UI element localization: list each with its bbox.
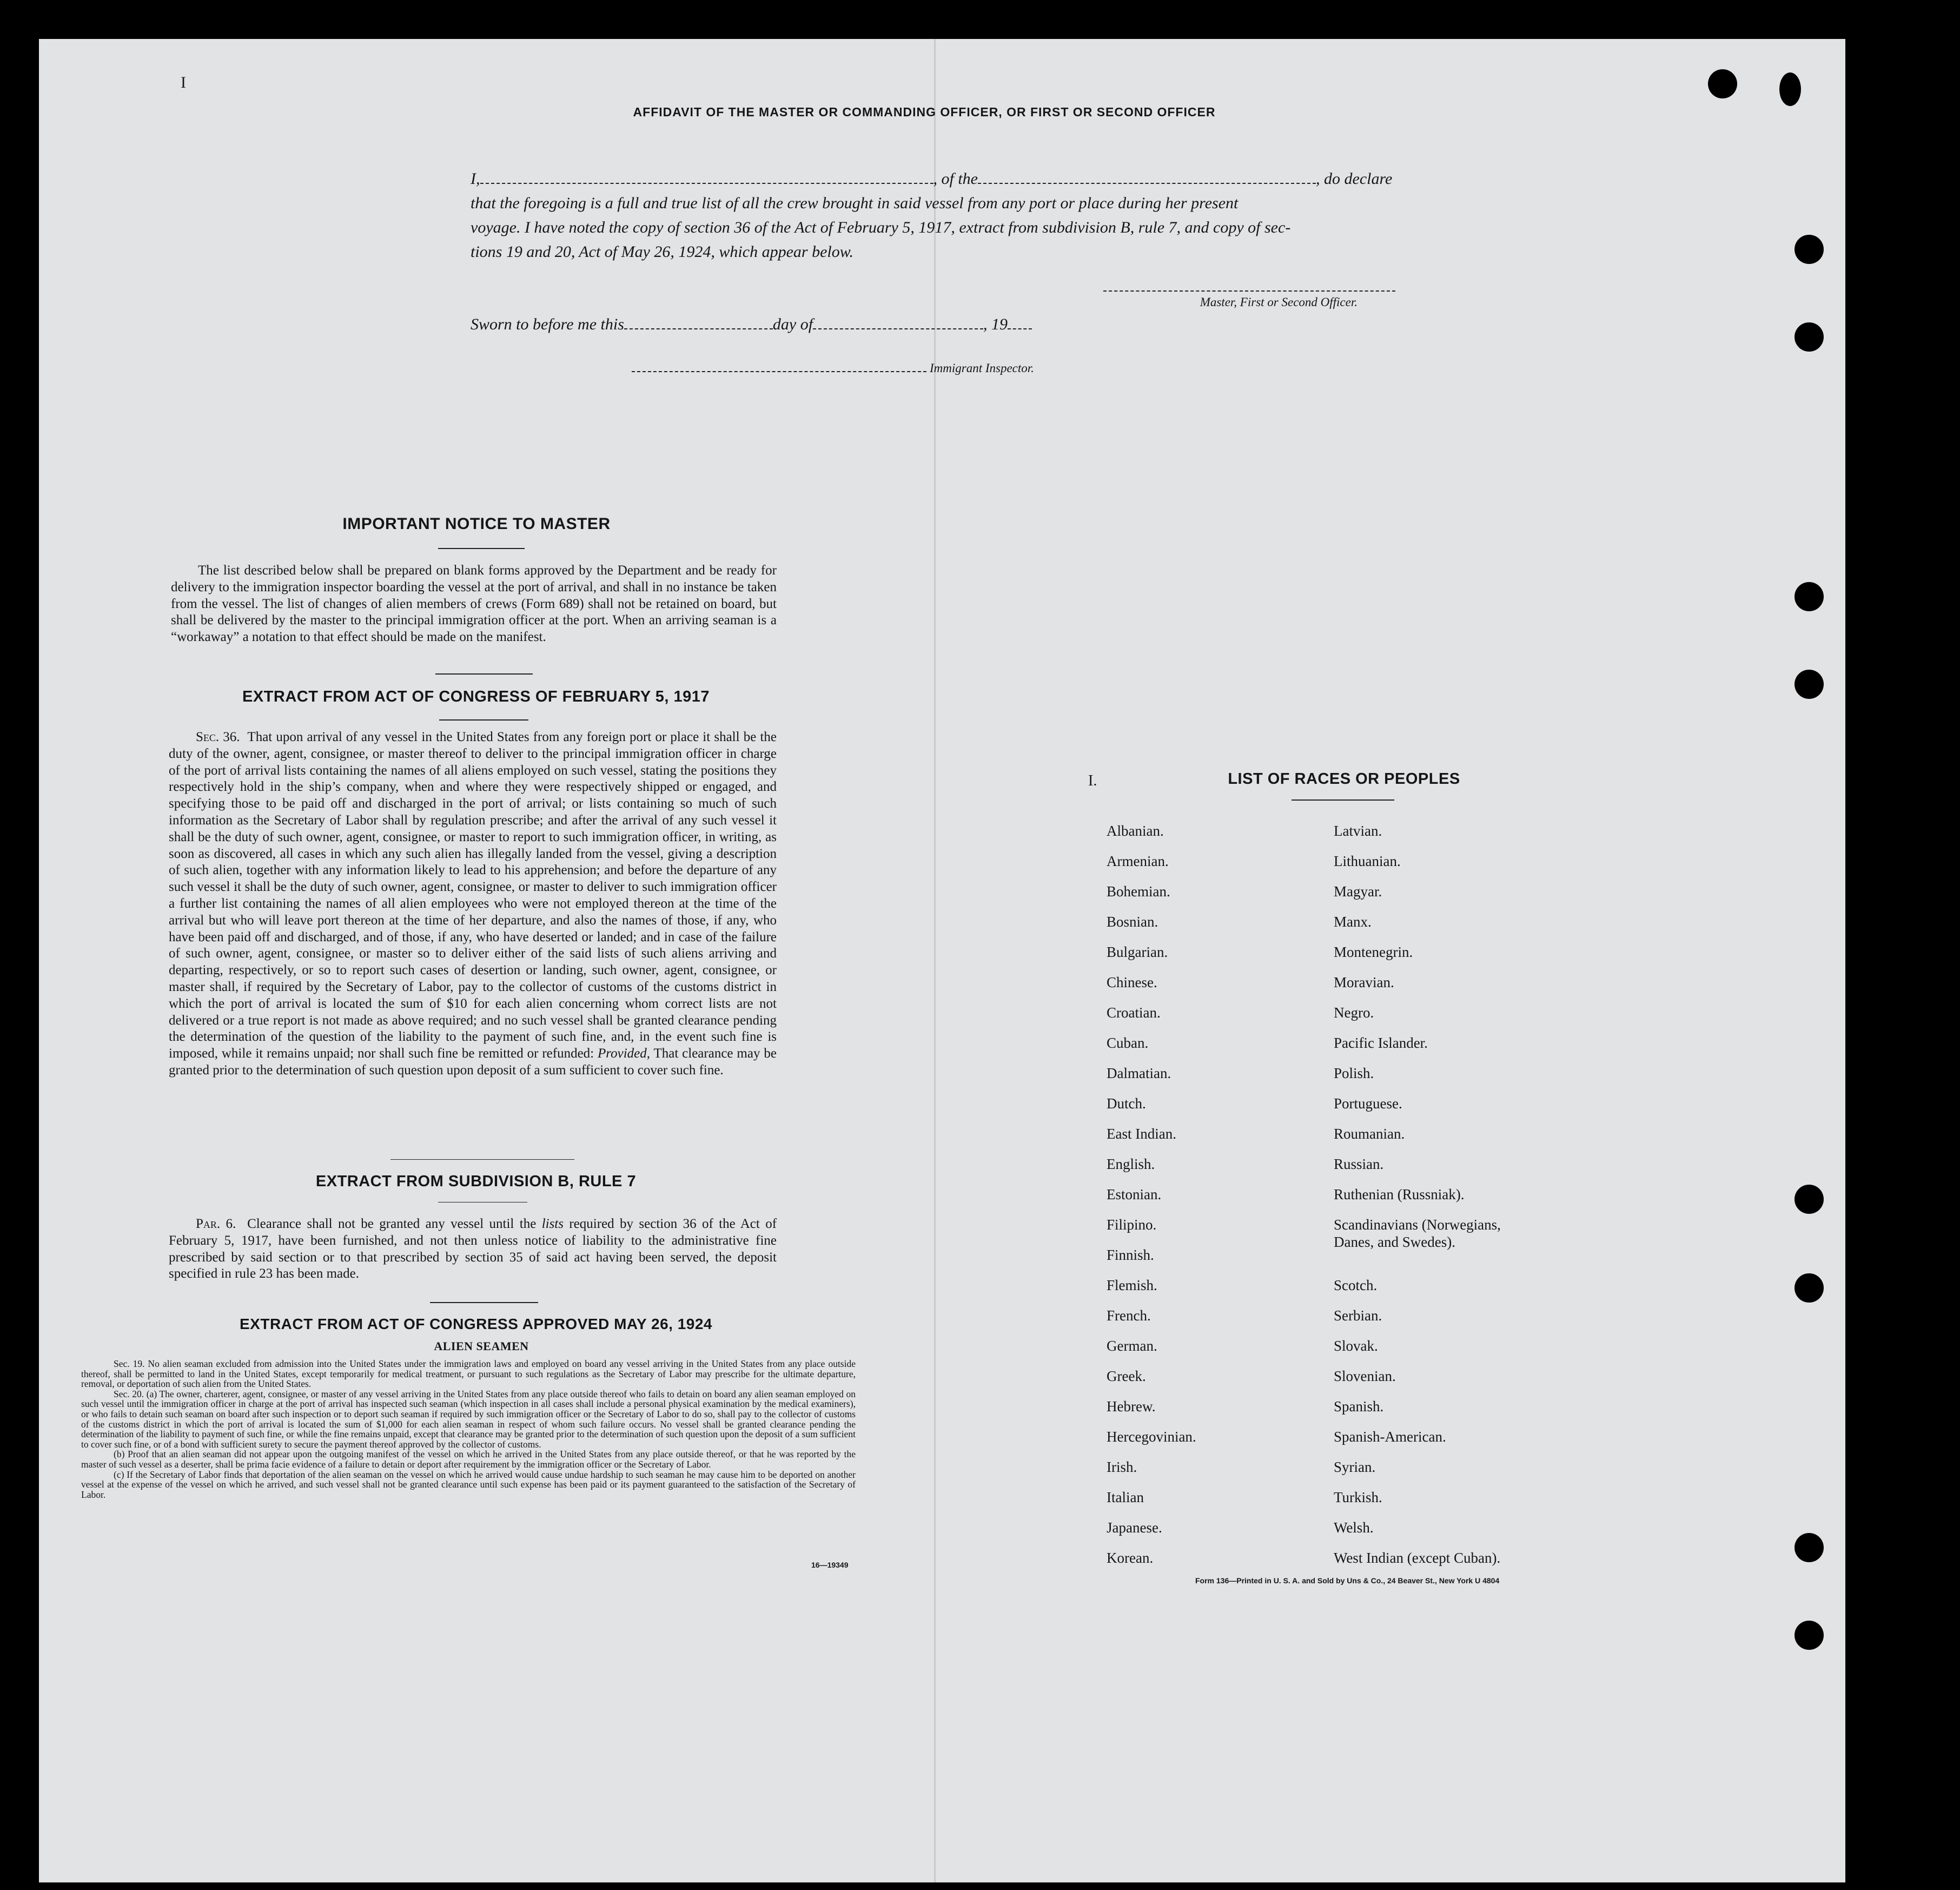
year-blank[interactable] xyxy=(1008,315,1032,329)
race-item: Slovak. xyxy=(1334,1338,1378,1354)
race-item: Bohemian. xyxy=(1107,883,1170,900)
race-item: Scandinavians (Norwegians, Danes, and Swedes). xyxy=(1334,1217,1501,1250)
race-item: Ruthenian (Russniak). xyxy=(1334,1186,1465,1202)
month-blank[interactable] xyxy=(813,315,983,329)
race-item: Spanish-American. xyxy=(1334,1429,1446,1445)
binder-hole xyxy=(1795,1185,1824,1214)
sworn-text: Sworn to before me this xyxy=(471,315,624,333)
name-blank[interactable] xyxy=(480,170,933,184)
race-item: Manx. xyxy=(1334,914,1372,930)
race-item: Hebrew. xyxy=(1107,1398,1156,1415)
race-item: Negro. xyxy=(1334,1005,1374,1021)
race-item: East Indian. xyxy=(1107,1126,1176,1142)
inspector-line xyxy=(632,361,1034,375)
races-column-2 xyxy=(1334,816,1582,1573)
race-item: Polish. xyxy=(1334,1065,1374,1081)
race-item: Finnish. xyxy=(1107,1247,1154,1263)
binder-hole xyxy=(1795,582,1824,611)
section-20c: (c) If the Secretary of Labor finds that deportation of the alien seaman on the vessel on which he arrived would cause undue hardship to such seaman he may cause him to be deported on another vessel at the expense of the vessel on which he arrived, and such vessel shall not be granted clearance until such expense has been paid or its payment guaranteed to the satisfaction of the Secretary of Labor. xyxy=(81,1469,856,1500)
race-item: Portuguese. xyxy=(1334,1095,1402,1112)
race-item: Roumanian. xyxy=(1334,1126,1405,1142)
race-item: Armenian. xyxy=(1107,853,1169,869)
race-item: Cuban. xyxy=(1107,1035,1149,1051)
day-blank[interactable] xyxy=(624,315,773,329)
race-item: Spanish. xyxy=(1334,1398,1384,1415)
do-declare-label: , do declare xyxy=(1316,170,1393,188)
race-item: Moravian. xyxy=(1334,974,1394,990)
printer-footer: Form 136—Printed in U. S. A. and Sold by Uns & Co., 24 Beaver St., New York U 4804 xyxy=(1195,1576,1500,1585)
race-item: English. xyxy=(1107,1156,1155,1172)
sworn-line xyxy=(471,315,1032,334)
race-item: Flemish. xyxy=(1107,1277,1157,1293)
notice-paragraph: The list described below shall be prepared on blank forms approved by the Department and be ready for delivery to the immigration inspector boarding the vessel at the port of arrival, and shall in no instance be taken from the vessel. The list of changes of alien members of crews (Form 689) shall not be retained on board, but shall be delivered by the master to the principal immigration officer at the port. When an arriving seaman is a “workaway” a notation to that effect should be made on the manifest. xyxy=(171,563,777,645)
race-item: Pacific Islander. xyxy=(1334,1035,1428,1051)
notice-heading: IMPORTANT NOTICE TO MASTER xyxy=(342,515,611,533)
i-label: I, xyxy=(471,170,480,188)
race-item: German. xyxy=(1107,1338,1157,1354)
extract-1917-body xyxy=(169,729,777,1079)
provided-word: Provided, xyxy=(598,1046,650,1061)
race-item: Croatian. xyxy=(1107,1005,1161,1021)
section-text: That clearance may be granted prior to the determination of such question upon deposit of a sum sufficient to cover such fine. xyxy=(169,1046,777,1078)
race-item: Italian xyxy=(1107,1489,1144,1505)
signature-label: Master, First or Second Officer. xyxy=(1200,295,1358,309)
heading-rule xyxy=(430,1302,538,1303)
extract-1924-body xyxy=(81,1359,856,1499)
vessel-blank[interactable] xyxy=(978,170,1316,184)
race-item: Slovenian. xyxy=(1334,1368,1396,1384)
race-item: Bosnian. xyxy=(1107,914,1158,930)
races-column-1 xyxy=(1107,816,1334,1573)
race-item: Albanian. xyxy=(1107,823,1164,839)
race-item: Filipino. xyxy=(1107,1217,1157,1233)
extract-rule7-body xyxy=(169,1216,777,1283)
heading-rule xyxy=(435,673,533,675)
signature-line[interactable] xyxy=(1103,290,1395,292)
heading-rule xyxy=(1292,799,1394,801)
affidavit-title: AFFIDAVIT OF THE MASTER OR COMMANDING OFFICER, OR FIRST OR SECOND OFFICER xyxy=(633,105,1216,119)
heading-rule xyxy=(390,1159,574,1160)
declaration-text xyxy=(471,167,1428,264)
race-item: Turkish. xyxy=(1334,1489,1382,1505)
section-20b: (b) Proof that an alien seaman did not appear upon the outgoing manifest of the vessel on which he arrived in the United States from any place outside thereof, or that he was reported by the master of such vessel as a deserter, shall be prima facie evidence of a failure to detain or deport after requirement by the immigration officer or the Secretary of Labor. xyxy=(81,1449,856,1470)
paragraph-text: required by section 36 of the Act of February 5, 1917, have been furnished, and not then unless notice of liability to the administrative fine prescribed by said section or to that prescribed by section 35 of said act having been served, the deposit specified in rule 23 has been made. xyxy=(169,1217,777,1281)
binder-hole xyxy=(1779,72,1801,106)
binder-hole xyxy=(1708,69,1737,98)
race-item: West Indian (except Cuban). xyxy=(1334,1550,1501,1566)
binder-hole xyxy=(1795,322,1824,352)
race-item: Welsh. xyxy=(1334,1519,1374,1536)
heading-rule xyxy=(439,719,528,721)
race-item: Lithuanian. xyxy=(1334,853,1401,869)
stray-mark: I xyxy=(181,74,186,91)
binder-hole xyxy=(1795,1621,1824,1650)
race-item: Bulgarian. xyxy=(1107,944,1168,960)
extract-1917-heading: EXTRACT FROM ACT OF CONGRESS OF FEBRUARY 5, 1917 xyxy=(242,688,710,705)
of-the-label: , of the xyxy=(933,170,978,188)
race-item: Serbian. xyxy=(1334,1307,1382,1324)
alien-seamen-subheading: ALIEN SEAMEN xyxy=(434,1339,529,1353)
heading-rule xyxy=(438,548,525,549)
race-item: Japanese. xyxy=(1107,1519,1162,1536)
section-20a: Sec. 20. (a) The owner, charterer, agent, consignee, or master of any vessel arriving in the United States from any place outside thereof who fails to detain on board any alien seaman employed on such vessel until the immigration officer in charge at the port of arrival has inspected such seaman (which inspection in all cases shall include a personal physical examination by the medical examiners), or who fails to detain such seaman on board after such inspection or to deport such seaman if required by such immigration officer or the Secretary of Labor to do so, shall pay to the collector of customs of the customs district in which the port of arrival is located the sum of $1,000 for each alien seaman in respect of whom such failure occurs. No vessel shall be granted clearance pending the determination of the liability to payment of such fine, or while the fine remains unpaid, except that clearance may be granted prior to the determination of such question upon the deposit of a sum sufficient to cover such fine, or of a bond with sufficient surety to secure the payment thereof approved by the collector of customs. xyxy=(81,1388,856,1450)
lists-word: lists xyxy=(541,1217,564,1231)
race-item: Estonian. xyxy=(1107,1186,1162,1202)
race-item: Scotch. xyxy=(1334,1277,1378,1293)
form-number: 16—19349 xyxy=(811,1561,849,1569)
race-item: Montenegrin. xyxy=(1334,944,1413,960)
race-item: Dalmatian. xyxy=(1107,1065,1171,1081)
declaration-line: voyage. I have noted the copy of section 36 of the Act of February 5, 1917, extract from subdivision B, rule 7, and copy of sec- xyxy=(471,219,1291,236)
race-item: Chinese. xyxy=(1107,974,1157,990)
race-item: Latvian. xyxy=(1334,823,1382,839)
section-label: Sec. 36. xyxy=(196,730,240,744)
race-item: Hercegovinian. xyxy=(1107,1429,1196,1445)
race-item: Dutch. xyxy=(1107,1095,1146,1112)
races-heading: LIST OF RACES OR PEOPLES xyxy=(1228,770,1460,788)
declaration-line: that the foregoing is a full and true list of all the crew brought in said vessel from any port or place during her present xyxy=(471,194,1239,212)
notice-body xyxy=(171,563,777,646)
extract-rule7-heading: EXTRACT FROM SUBDIVISION B, RULE 7 xyxy=(315,1173,637,1190)
extract-1924-heading: EXTRACT FROM ACT OF CONGRESS APPROVED MAY 26, 1924 xyxy=(240,1316,712,1332)
race-item: Magyar. xyxy=(1334,883,1382,900)
section-text: That upon arrival of any vessel in the United States from any foreign port or place it shall be the duty of the owner, agent, consignee, or master thereof to deliver to the principal immigration officer in charge of the port of arrival lists containing the names of all aliens employed on such vessel, stating the positions they respectively hold in the ship’s company, when and where they were respectively shipped or engaged, and specifying those to be paid off and discharged in the port of arrival; or lists containing so much of such information as the Secretary of Labor shall by regulation prescribe; and after the arrival of any such vessel it shall be the duty of such owner, agent, consignee, or master to report to such immigration officer, in writing, as soon as discovered, all cases in which any such alien has illegally landed from the vessel, giving a description of such alien, together with any information likely to lead to his apprehension; and before the departure of any such vessel it shall be the duty of such owner, agent, consignee, or master to deliver to such immigration officer a further list containing the names of all alien employees who were not employed thereon at the time of the arrival but who will leave port thereon at the time of her departure, and also the names of those, if any, who have been paid off and discharged, and of those, if any, who have deserted or landed; and in case of the failure of such owner, agent, consignee, or master so to deliver either of the said lists of such aliens arriving and departing, respectively, or so to report such cases of desertion or landing, such owner, agent, consignee, or master shall, if required by the Secretary of Labor, pay to the collector of customs of the customs district in which the port of arrival is located the sum of $10 for each alien concerning whom correct lists are not delivered or a true report is not made as above required; and no such vessel shall be granted clearance pending the determination of the question of the liability to the payment of such fine, and, in the event such fine is imposed, while it remains unpaid; nor shall such fine be remitted or refunded: xyxy=(169,730,777,1061)
declaration-line: tions 19 and 20, Act of May 26, 1924, which appear below. xyxy=(471,243,854,261)
race-item: Korean. xyxy=(1107,1550,1154,1566)
race-item: Irish. xyxy=(1107,1459,1137,1475)
binder-hole xyxy=(1795,670,1824,699)
section-19: Sec. 19. No alien seaman excluded from admission into the United States under the immigration laws and employed on board any vessel arriving in the United States from any place outside thereof, shall be permitted to land in the United States, except temporarily for medical treatment, or pursuant to such regulations as the Secretary of Labor may prescribe for the ultimate departure, removal, or deportation of such alien from the United States. xyxy=(81,1358,856,1390)
race-item: Greek. xyxy=(1107,1368,1146,1384)
paragraph-label: Par. 6. xyxy=(196,1217,236,1231)
race-item: French. xyxy=(1107,1307,1151,1324)
binder-hole xyxy=(1795,235,1824,264)
race-item: Russian. xyxy=(1334,1156,1384,1172)
race-item: Syrian. xyxy=(1334,1459,1376,1475)
inspector-label: Immigrant Inspector. xyxy=(930,361,1034,375)
paragraph-text: Clearance shall not be granted any vessel until the xyxy=(247,1217,537,1231)
binder-hole xyxy=(1795,1273,1824,1303)
binder-hole xyxy=(1795,1533,1824,1562)
day-of-text: day of xyxy=(772,315,813,333)
inspector-blank[interactable] xyxy=(632,362,926,372)
stray-mark: I. xyxy=(1088,772,1097,789)
year-prefix: , 19 xyxy=(983,315,1008,333)
